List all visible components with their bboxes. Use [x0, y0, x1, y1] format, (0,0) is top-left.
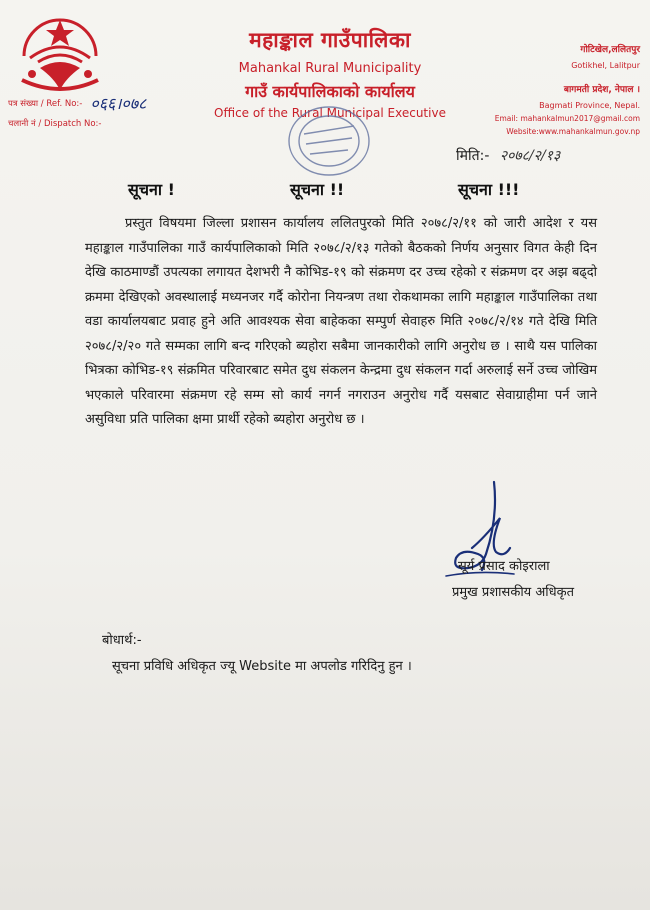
reference-block [8, 93, 146, 133]
ref-no-label: पत्र संख्या / Ref. No:- [8, 98, 83, 109]
notice-heading-3: सूचना !!! [458, 180, 520, 199]
office-stamp-seal [286, 104, 372, 178]
province-english: Bagmati Province, Nepal. [539, 101, 640, 110]
address-nepali: गोटिखेल,ललितपुर [580, 45, 640, 55]
letterhead-contact [450, 42, 640, 136]
province-nepali: बागमती प्रदेश, नेपाल । [563, 85, 640, 95]
email-address: Email: mahankalmun2017@gmail.com [494, 114, 640, 123]
dispatch-no-label: चलानी नं / Dispatch No:- [8, 118, 102, 129]
website-address: Website:www.mahankalmun.gov.np [506, 127, 640, 136]
notice-heading-1: सूचना ! [128, 180, 175, 199]
notice-heading-2: सूचना !! [290, 180, 345, 199]
signatory-title: प्रमुख प्रशासकीय अधिकृत [452, 585, 575, 600]
address-english: Gotikhel, Lalitpur [571, 61, 640, 70]
nepal-emblem-logo [10, 8, 110, 94]
ref-no-value: ०६६।०७८ [90, 94, 147, 113]
municipality-name-english: Mahankal Rural Municipality [238, 61, 422, 76]
signatory-name: सूर्य प्रसाद कोइराला [458, 559, 550, 574]
cc-label: बोधार्थ:- [102, 633, 142, 648]
office-name-english: Office of the Rural Municipal Executive [214, 106, 446, 120]
date-label: मिति:- [456, 148, 490, 164]
office-name-nepali: गाउँ कार्यपालिकाको कार्यालय [245, 82, 415, 101]
cc-instruction: सूचना प्रविधि अधिकृत ज्यू Website मा अपलोड गरिदिनु हुन । [112, 659, 412, 674]
notice-body-paragraph: प्रस्तुत विषयमा जिल्ला प्रशासन कार्यालय ललितपुरको मिति २०७८/२/११ को जारी आदेश र यस महाङ्काल गाउँपालिका गाउँ कार्यपालिकाको मिति २०७८/२/१३ गतेको बैठकको निर्णय अनुसार विगत केही दिन देखि काठमाण्डौं उपत्यका लगायत देशभरी नै कोभिड-१९ को संक्रमण दर उच्च रहेको र संक्रमण दर अझ बढ्दो क्रममा देखिएको अवस्थालाई मध्यनजर गर्दै कोरोना नियन्त्रण तथा रोकथामका लागि महाङ्काल गाउँपालिका तथा वडा कार्यालयबाट प्रवाह हुने अति आवश्यक सेवा बाहेकका सम्पुर्ण सेवाहरु मिति २०७८/२/१४ गते देखि मिति २०७८/२/२० गते सम्मका लागि बन्द गरिएको ब्यहोरा सबैमा जानकारीको लागि अनुरोध छ । साथै यस पालिका भित्रका कोभिड-१९ संक्रमित परिवारबाट समेत दुध संकलन केन्द्रमा दुध संकलन गर्दा अरुलाई सर्ने उच्च जोखिम भएकाले परिवारमा संक्रमण रहे सम्म सो कार्य नगर्न नगराउन अनुरोध गर्दै यसबाट सेवाग्राहीमा पर्न जाने असुविधा प्रति पालिका क्षमा प्रार्थी रहेको ब्यहोरा अनुरोध छ । [85, 216, 597, 427]
municipality-name-nepali: महाङ्काल गाउँपालिका [249, 28, 411, 52]
date-value: २०७८/२/१३ [499, 148, 561, 164]
date-line [456, 146, 560, 165]
